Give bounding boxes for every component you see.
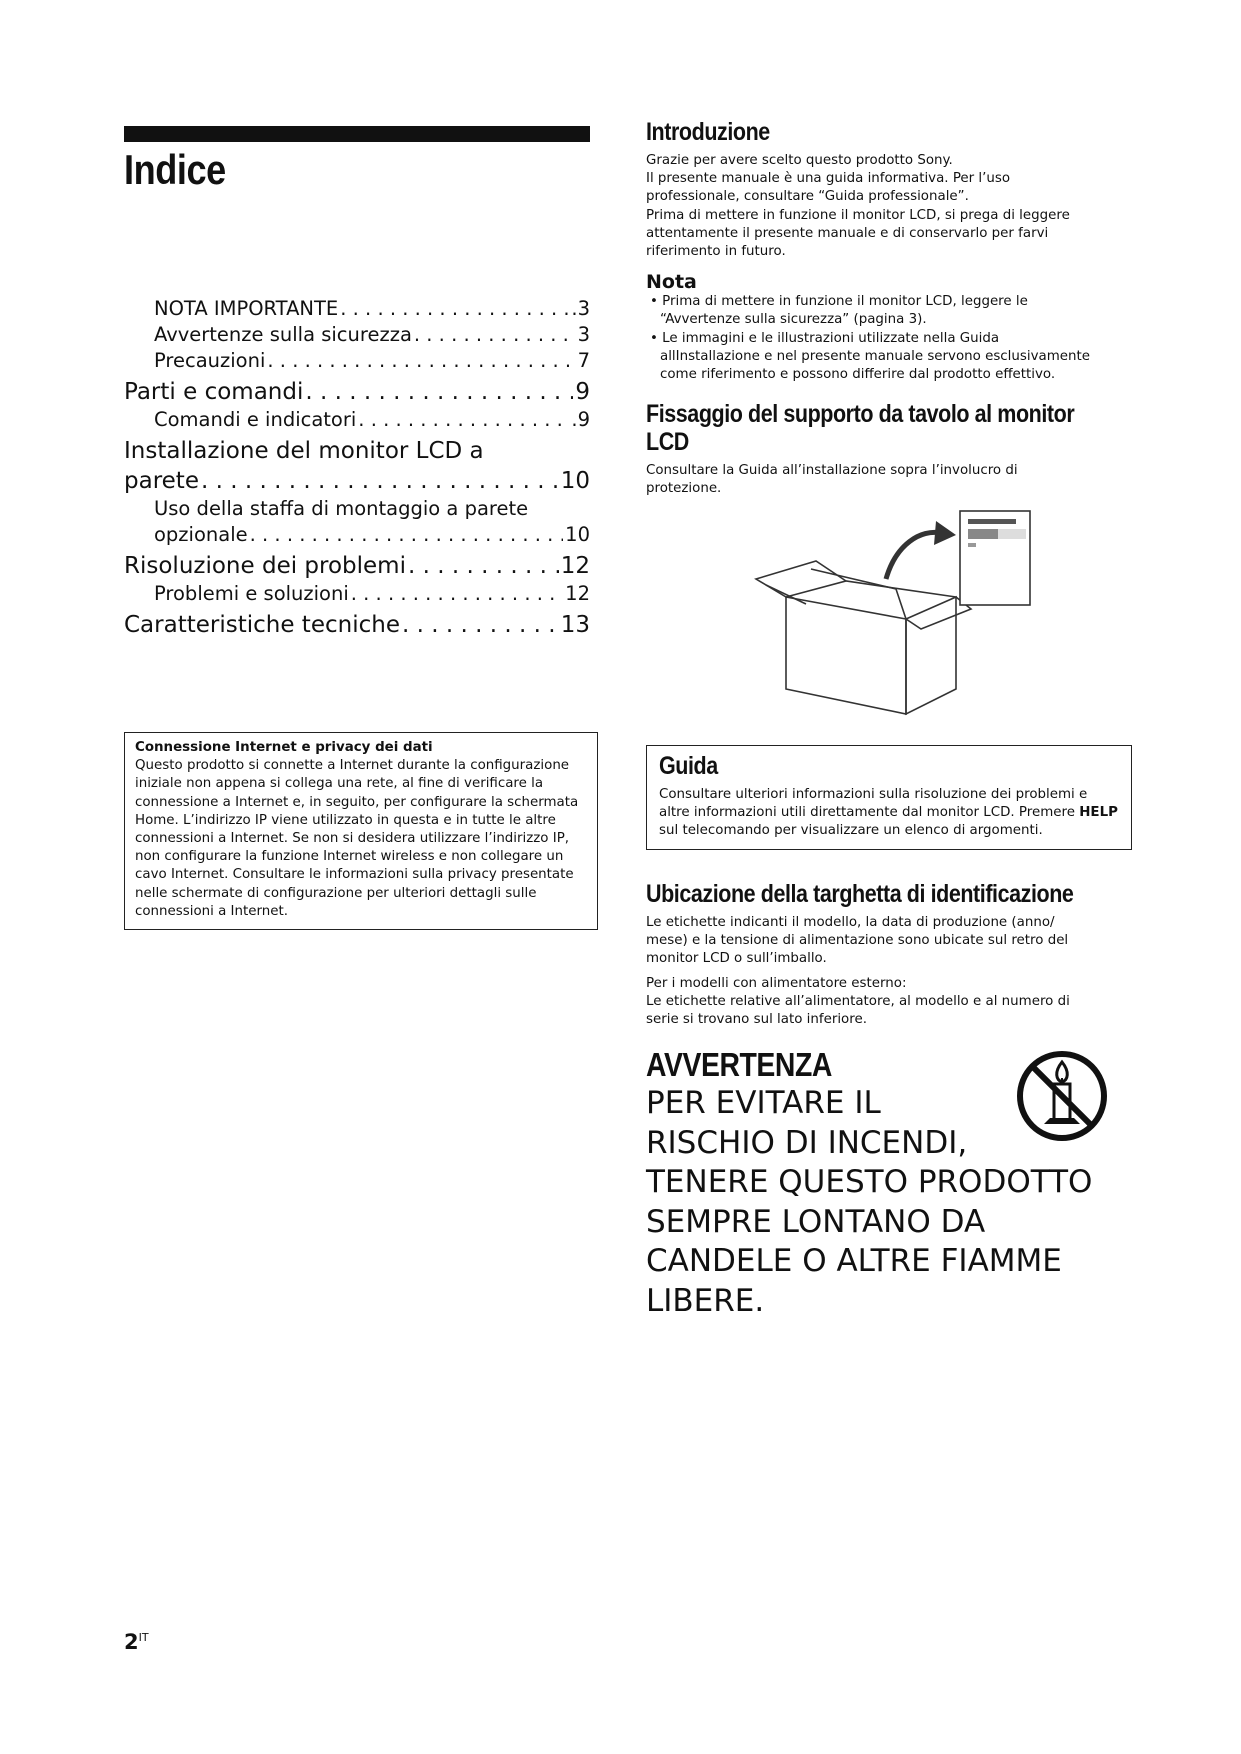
- warning-heading: AVVERTENZA: [646, 1046, 832, 1083]
- toc-page: 10: [565, 523, 590, 546]
- fissaggio-heading: LCD: [646, 428, 689, 457]
- title-rule: [124, 126, 590, 142]
- toc-entry[interactable]: [124, 322, 590, 348]
- toc-entry[interactable]: [124, 348, 590, 374]
- intro-paragraph: Il presente manuale è una guida informativa. Per l’uso professionale, consultare “Guida professionale”.: [646, 171, 1011, 205]
- toc-entry[interactable]: [124, 436, 590, 496]
- box-icon: [756, 561, 971, 714]
- guida-box: [646, 745, 1132, 850]
- toc-label: Avvertenze sulla sicurezza: [154, 323, 412, 346]
- privacy-notice-box: [124, 732, 598, 930]
- toc-page: 13: [560, 612, 590, 638]
- toc-label: Parti e comandi: [124, 379, 304, 405]
- toc-label: parete: [124, 468, 199, 494]
- toc-label: Problemi e soluzioni: [154, 582, 349, 605]
- guida-text-part: Consultare ulteriori informazioni sulla risoluzione dei problemi e altre informazioni utili direttamente dal monitor LCD. Premere: [659, 787, 1088, 821]
- toc-entry[interactable]: [124, 296, 590, 322]
- page-number: [124, 1630, 149, 1654]
- toc-page: .3: [571, 297, 590, 320]
- toc-label: NOTA IMPORTANTE: [154, 297, 339, 320]
- nota-item: • Prima di mettere in funzione il monitor LCD, leggere le “Avvertenze sulla sicurezza” (pagina 3).: [650, 294, 1028, 328]
- toc-entry[interactable]: [124, 581, 590, 607]
- guida-heading: Guida: [659, 752, 718, 780]
- toc-label: Uso della staffa di montaggio a parete: [154, 497, 529, 520]
- warning-line: CANDELE O ALTRE FIAMME: [646, 1243, 1062, 1279]
- warning-line: LIBERE.: [646, 1282, 765, 1319]
- toc-entry[interactable]: [124, 610, 590, 640]
- toc-label: Comandi e indicatori: [154, 408, 357, 431]
- installation-guide-illustration: [746, 509, 1046, 719]
- intro-paragraph: Grazie per avere scelto questo prodotto Sony.: [646, 153, 953, 168]
- ubicazione-paragraph: Le etichette relative all’alimentatore, al modello e al numero di serie si trovano sul lato inferiore.: [646, 993, 1070, 1028]
- toc-page: 9: [575, 379, 590, 405]
- toc-entry[interactable]: [124, 377, 590, 407]
- nota-heading: Nota: [646, 271, 697, 294]
- toc-label: Risoluzione dei problemi: [124, 553, 406, 579]
- toc-entry[interactable]: [124, 496, 590, 548]
- intro-heading: Introduzione: [646, 118, 770, 146]
- warning-line: PER EVITARE IL: [646, 1085, 881, 1121]
- table-of-contents: [124, 296, 590, 640]
- ubicazione-paragraph: Per i modelli con alimentatore esterno:: [646, 975, 907, 991]
- toc-entry[interactable]: [124, 407, 590, 433]
- fissaggio-heading: Fissaggio del supporto da tavolo al monitor: [646, 400, 1075, 429]
- toc-page: 10: [560, 468, 590, 494]
- arrow-icon: [886, 532, 941, 579]
- help-key-label: HELP: [1079, 805, 1118, 821]
- guida-text: [659, 786, 1119, 841]
- toc-page: 3: [577, 323, 590, 346]
- toc-page: 12: [560, 553, 590, 579]
- page-title: Indice: [124, 146, 226, 193]
- toc-page: 12: [565, 582, 590, 605]
- nota-item: • Le immagini e le illustrazioni utilizzate nella Guida allInstallazione e nel presente manuale servono esclusivamente come riferimento e possono differire dal prodotto effettivo.: [650, 330, 1090, 383]
- intro-paragraph: Prima di mettere in funzione il monitor LCD, si prega di leggere attentamente il presente manuale e di conservarlo per farvi riferimento in futuro.: [646, 207, 1070, 260]
- toc-page: .9: [571, 408, 590, 431]
- index-section: [124, 126, 590, 638]
- warning-line: SEMPRE LONTANO DA: [646, 1203, 986, 1240]
- ubicazione-paragraph: Le etichette indicanti il modello, la data di produzione (anno/ mese) e la tensione di alimentazione sono ubicate sul retro del monitor LCD o sull’imballo.: [646, 915, 1069, 967]
- warning-line: RISCHIO DI INCENDI,: [646, 1124, 968, 1161]
- privacy-title: Connessione Internet e privacy dei dati: [135, 740, 433, 755]
- page-lang: IT: [138, 1631, 149, 1644]
- toc-entry[interactable]: [124, 551, 590, 581]
- toc-label: Installazione del monitor LCD a: [124, 438, 484, 464]
- page-number-value: 2: [124, 1630, 139, 1654]
- privacy-text: Questo prodotto si connette a Internet durante la configurazione iniziale non appena si collega una rete, al fine di verificare la connessione a Internet e, in seguito, per configurare la schermata Home. L’indirizzo IP viene utilizzato in questa e in tutte le altre connessioni a Internet. Se non si desidera utilizzare l’indirizzo IP, non configurare la funzione Internet wireless e non collegare un cavo Internet. Consultare le informazioni sulla privacy presentate nelle schermate di configurazione per ulteriori dettagli sulle connessioni a Internet.: [135, 758, 579, 919]
- fissaggio-text: Consultare la Guida all’installazione sopra l’involucro di protezione.: [646, 463, 1018, 497]
- no-candle-icon: [1014, 1048, 1110, 1144]
- toc-label: Caratteristiche tecniche: [124, 612, 400, 638]
- guida-text-part: sul telecomando per visualizzare un elenco di argomenti.: [659, 823, 1043, 839]
- toc-page: 7: [577, 349, 590, 372]
- toc-label: Precauzioni: [154, 349, 266, 372]
- ubicazione-heading: Ubicazione della targhetta di identificazione: [646, 880, 1074, 908]
- warning-line: TENERE QUESTO PRODOTTO: [646, 1164, 1093, 1200]
- intro-section: [646, 118, 1096, 719]
- arrow-head-icon: [934, 521, 956, 545]
- ubicazione-section: [646, 880, 1096, 1029]
- manual-icon: [960, 511, 1030, 605]
- toc-label: opzionale: [154, 523, 248, 546]
